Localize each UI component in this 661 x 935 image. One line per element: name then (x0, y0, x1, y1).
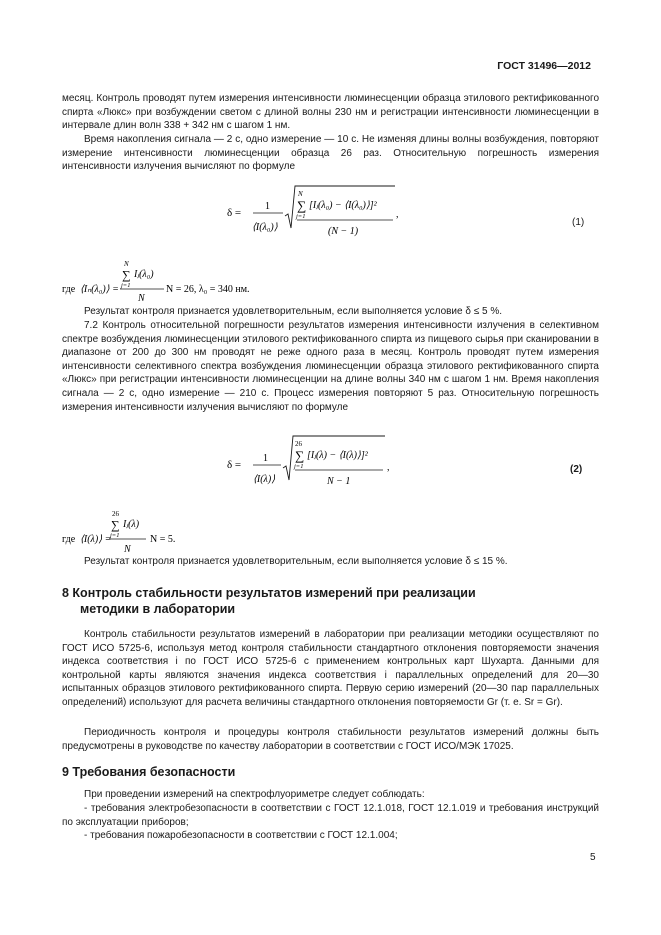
formula-1-comma: , (396, 209, 399, 220)
where-2-lead: где (62, 534, 76, 545)
where-2-lhs: ⟨I(λ)⟩ = (80, 534, 112, 545)
formula-2-comma: , (387, 462, 390, 473)
formula-1-denominator: (N − 1) (328, 226, 359, 237)
paragraph-result-5-percent: Результат контроля признается удовлетворительным, если выполняется условие δ ≤ 5 %. (84, 306, 502, 317)
where-1-lead: где (62, 284, 76, 295)
paragraph-stability-control: Контроль стабильности результатов измерений в лаборатории при реализации методики осуществляют по ГОСТ ИСО 5725-6, используя метод контроля стабильности стандартного отклонения повторяемости значения индекса соответствия i по ГОСТ ИСО 5725-6 с применением контрольных карт Шухарта. Данными для контрольной карты являются значения индекса соответствия i параллельных определений для 20—30 испытанных образцов этилового ректификованного спирта. Первую серию измерений (20—30 пар параллельных определений) используют для расчета величины стандартного отклонения повторяемости Gr (т. е. Sr = Gr). (62, 629, 599, 708)
section-8-title-line1: 8 Контроль стабильности результатов измерений при реализации (62, 586, 476, 600)
where-2-tail: N = 5. (150, 534, 176, 545)
formula-2-lhs: δ = (227, 459, 242, 471)
where-1-lhs: ⟨Iₙ(λ₀)⟩ = (80, 284, 119, 295)
formula-1-summand: [Iⱼ(λ₀) − ⟨I(λ₀)⟩]² (309, 200, 377, 211)
formula-1-sum-sign: ∑ (297, 198, 307, 213)
formula-1-mean-den: ⟨I(λ₀)⟩ (252, 222, 278, 233)
where-2-summand: Iⱼ(λ) (123, 519, 140, 530)
where-1-tail: N = 26, λ₀ = 340 нм. (166, 284, 250, 295)
paragraph-periodicity: Периодичность контроля и процедуры контроля стабильности результатов измерений должны быть предусмотрены в руководстве по качеству лаборатории в соответствии с ГОСТ ИСО/МЭК 17025. (62, 727, 599, 752)
document-header: ГОСТ 31496—2012 (497, 60, 591, 72)
where-2-definition (62, 504, 262, 556)
section-8-heading (62, 585, 599, 617)
formula-2-lower-limit: j=1 (294, 463, 304, 470)
where-1-lower: j=1 (121, 282, 131, 289)
paragraph-luminescence-control: месяц. Контроль проводят путем измерения интенсивности люминесценции образца этилового ректификованного спирта «Люкс» при возбуждении светом с длиной волны 230 нм и регистрации интенсивности люминесценции в интервале длин волн 338 + 342 нм с шагом 1 нм. (62, 93, 599, 132)
formula-1 (225, 180, 405, 244)
formula-2-one: 1 (263, 453, 268, 464)
formula-2-upper-limit: 26 (295, 440, 302, 448)
formula-1-lower-limit: j=1 (296, 213, 306, 220)
formula-2-sum-sign: ∑ (295, 448, 305, 463)
where-2-upper: 26 (112, 510, 119, 518)
formula-1-one: 1 (265, 201, 270, 212)
where-1-upper: N (124, 260, 129, 268)
section-9-heading: 9 Требования безопасности (62, 765, 236, 779)
page-number: 5 (590, 852, 596, 863)
list-item-fire-safety: - требования пожаробезопасности в соответствии с ГОСТ 12.1.004; (84, 830, 398, 841)
formula-2 (225, 430, 405, 494)
formula-2-number: (2) (570, 464, 583, 475)
paragraph-safety-intro: При проведении измерений на спектрофлуориметре следует соблюдать: (84, 789, 425, 800)
formula-1-lhs: δ = (227, 207, 242, 219)
paragraph-result-15-percent: Результат контроля признается удовлетворительным, если выполняется условие δ ≤ 15 %. (84, 556, 508, 567)
where-2-sum-sign: ∑ (111, 518, 120, 532)
list-item-electrical-safety: - требования электробезопасности в соответствии с ГОСТ 12.1.018, ГОСТ 12.1.019 и требования инструкций по эксплуатации приборов; (62, 803, 599, 828)
formula-1-upper-limit: N (298, 190, 303, 198)
where-1-sum-sign: ∑ (122, 268, 131, 282)
paragraph-accumulation-time: Время накопления сигнала — 2 с, одно измерение — 10 с. Не изменяя длины волны возбуждения, повторяют измерение интенсивности люминесценции образца 26 раз. Относительную погрешность измерения интенсивности излучения вычисляют по формуле (62, 134, 599, 173)
paragraph-7-2-control: 7.2 Контроль относительной погрешности результатов измерения интенсивности излучения в селективном спектре возбуждения люминесценции этилового ректификованного спирта из пищевого сырья при сканировании в диапазоне от 200 до 300 нм проводят не реже одного раза в месяц. Контроль проводят путем измерения интенсивности селективного спектра возбуждения люминесценции образца этилового ректификованного спирта «Люкс» при регистрации интенсивности люминесценции на длине волны 340 нм с шагом 1 нм. Время накопления сигнала — 2 с, одно измерение — 210 с. Процесс измерения повторяют 5 раз. Относительную погрешность измерения интенсивности излучения вычисляют по формуле (62, 320, 599, 413)
section-8-title-line2: методики в лаборатории (80, 602, 236, 616)
where-2-lower: j=1 (110, 532, 120, 539)
where-1-den: N (138, 293, 145, 304)
formula-2-summand: [Iⱼ(λ) − ⟨I(λ)⟩]² (307, 450, 368, 461)
formula-2-mean-den: ⟨I(λ)⟩ (253, 474, 276, 485)
formula-2-denominator: N − 1 (327, 476, 351, 487)
where-1-definition (62, 254, 322, 304)
where-1-summand: Iⱼ(λ₀) (134, 269, 154, 280)
where-2-den: N (124, 544, 131, 555)
formula-1-number: (1) (572, 217, 585, 228)
